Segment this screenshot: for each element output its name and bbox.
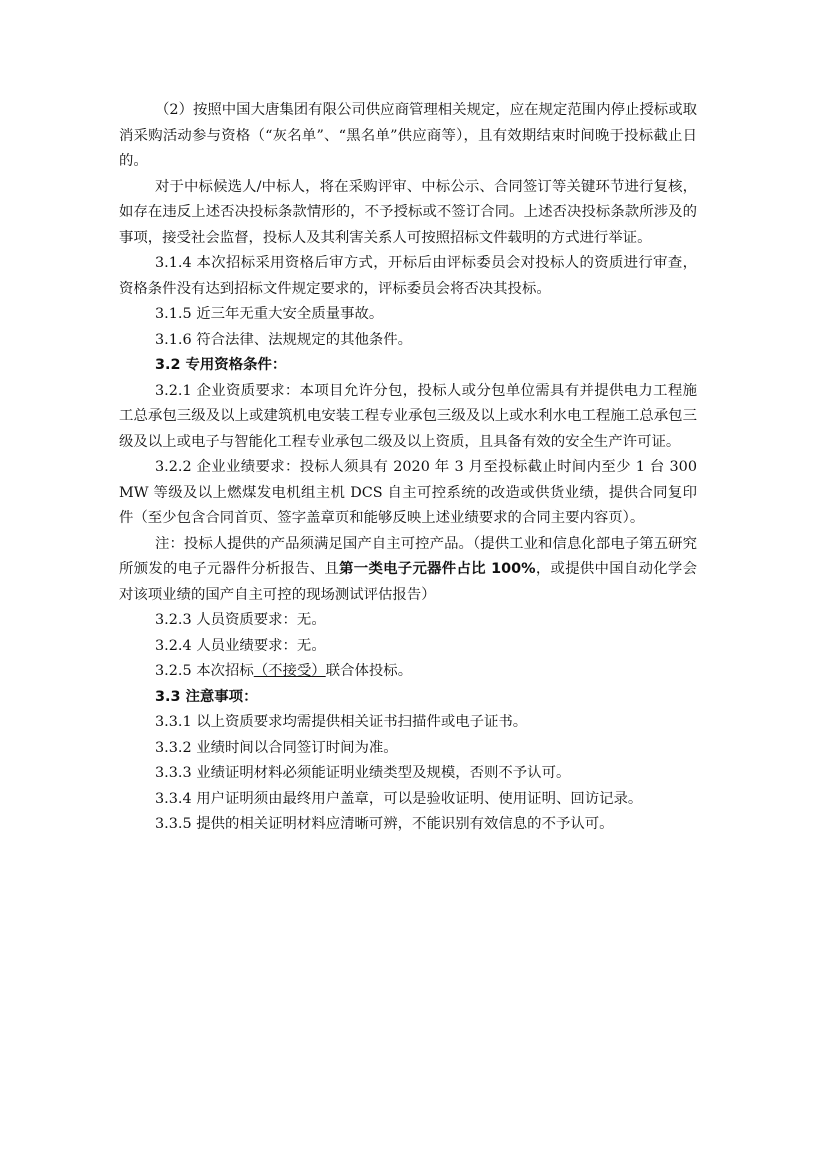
paragraph-3-2-1: 3.2.1 企业资质要求：本项目允许分包，投标人或分包单位需具有并提供电力工程施工总承包三级及以上或建筑机电安装工程专业承包三级及以上或水利水电工程施工总承包三级及以上或电子与智能化工程专业承包二级及以上资质，且具备有效的安全生产许可证。 <box>119 382 697 450</box>
paragraph-3-2-3: 3.2.3 人员资质要求：无。 <box>155 612 326 628</box>
paragraph-3-1-4: 3.1.4 本次招标采用资格后审方式，开标后由评标委员会对投标人的资质进行审查，资格条件没有达到招标文件规定要求的，评标委员会将否决其投标。 <box>119 255 697 297</box>
paragraph-3-2-4: 3.2.4 人员业绩要求：无。 <box>155 637 326 654</box>
document-body <box>119 98 697 838</box>
consortium-text-start: 3.2.5 本次招标 <box>155 663 254 679</box>
paragraph-3-3-3: 3.3.3 业绩证明材料必须能证明业绩类型及规模，否则不予认可。 <box>155 765 571 781</box>
consortium-text-end: 联合体投标。 <box>325 663 413 679</box>
heading-3-3: 3.3 注意事项： <box>155 688 258 705</box>
paragraph-3-1-6: 3.1.6 符合法律、法规规定的其他条件。 <box>155 331 413 348</box>
paragraph-3-3-4: 3.3.4 用户证明须由最终用户盖章，可以是验收证明、使用证明、回访记录。 <box>155 790 643 807</box>
paragraph-3-3-1: 3.3.1 以上资质要求均需提供相关证书扫描件或电子证书。 <box>155 714 528 730</box>
note-text-start: 注：投标人提供的产品须满足国产自主可控产品。（提供工业和信息化部电子第五研究所颁发的电子元器件分析报告、且 <box>119 535 697 577</box>
paragraph-3-2-5 <box>119 659 697 685</box>
paragraph-note <box>119 532 697 609</box>
paragraph-3-3-2: 3.3.2 业绩时间以合同签订时间为准。 <box>155 739 398 756</box>
paragraph-3-3-5: 3.3.5 提供的相关证明材料应清晰可辨，不能识别有效信息的不予认可。 <box>155 816 614 832</box>
paragraph-3-2-2: 3.2.2 企业业绩要求：投标人须具有 2020 年 3 月至投标截止时间内至少 1 台 300MW 等级及以上燃煤发电机组主机 DCS 自主可控系统的改造或供货业绩，提供合同复印件（至少包含合同首页、签字盖章页和能够反映上述业绩要求的合同主要内容页）。 <box>119 459 697 526</box>
note-text-end: ，或提供中国自动化学会对该项业绩的国产自主可控的现场测试评估报告） <box>119 561 697 603</box>
consortium-underlined-text: （不接受） <box>253 663 326 679</box>
paragraph-gray-black-list: （2）按照中国大唐集团有限公司供应商管理相关规定，应在规定范围内停止授标或取消采购活动参与资格（“灰名单”、“黑名单”供应商等），且有效期结束时间晚于投标截止日的。 <box>119 102 697 169</box>
paragraph-3-1-5: 3.1.5 近三年无重大安全质量事故。 <box>155 306 384 322</box>
paragraph-review: 对于中标候选人/中标人，将在采购评审、中标公示、合同签订等关键环节进行复核，如存在违反上述否决投标条款情形的，不予授标或不签订合同。上述否决投标条款所涉及的事项，接受社会监督，投标人及其利害关系人可按照招标文件载明的方式进行举证。 <box>119 178 697 246</box>
heading-3-2: 3.2 专用资格条件： <box>155 357 287 373</box>
note-bold-text: 第一类电子元器件占比 100% <box>339 561 536 577</box>
